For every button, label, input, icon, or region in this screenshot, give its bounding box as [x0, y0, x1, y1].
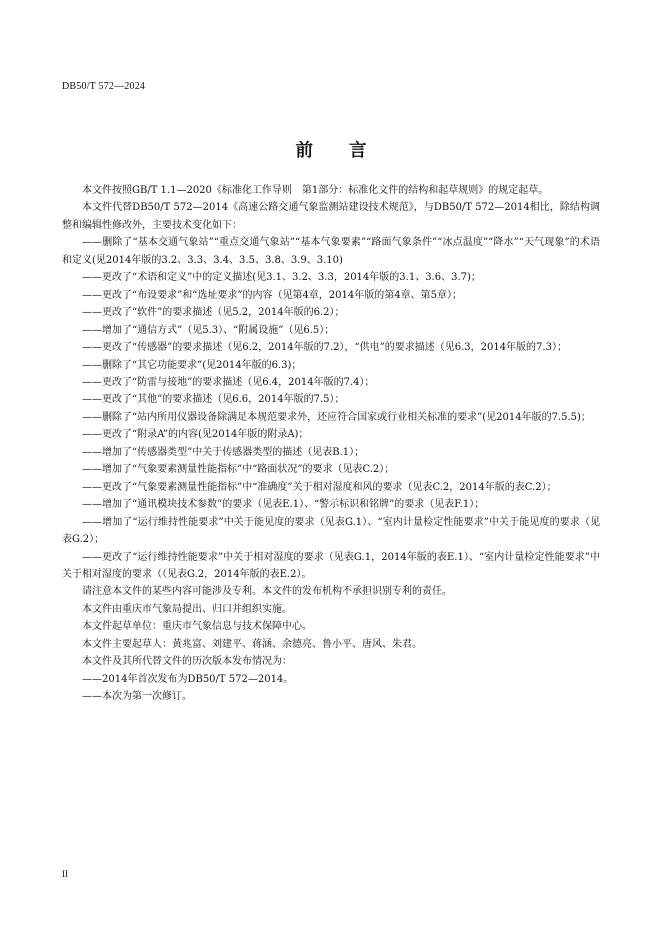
change-item: ——更改了“气象要素测量性能指标”中“准确度”关于相对湿度和风的要求（见表C.2，2014年版的表C.2）；	[82, 481, 557, 493]
foreword-body	[62, 182, 600, 706]
change-item: ——更改了“传感器”的要求描述（见6.2，2014年版的7.2），“供电”的要求描述（见6.3，2014年版的7.3）；	[82, 342, 567, 354]
change-item: ——删除了“站内所用仪器设备除满足本规范要求外，还应符合国家或行业相关标准的要求”(见2014年版的7.5.5)；	[82, 411, 591, 423]
paragraph: 请注意本文件的某些内容可能涉及专利。本文件的发布机构不承担识别专利的责任。	[82, 586, 452, 598]
change-item: ——增加了“通信方式”（见5.3）、“附属设施”（见6.5）；	[82, 324, 335, 336]
title-char-1: 前	[295, 141, 313, 161]
history-item: ——本次为第一次修订。	[82, 691, 192, 703]
change-item: ——更改了“附录A”的内容(见2014年版的附录A)；	[82, 429, 309, 441]
change-item: ——更改了“布设要求”和“选址要求”的内容（见第4章，2014年版的第4章、第5章）；	[82, 289, 462, 301]
paragraph: 本文件主要起草人：黄兆富、刘建平、蒋涵、余德亮、鲁小平、唐风、朱君。	[82, 638, 422, 650]
paragraph: 本文件按照GB/T 1.1—2020《标准化工作导则 第1部分：标准化文件的结构和起草规则》的规定起草。	[82, 185, 549, 196]
change-item: ——增加了“传感器类型”中关于传感器类型的描述（见表B.1）；	[82, 446, 365, 458]
change-item: ——更改了“软件”的要求描述（见5.2，2014年版的6.2）；	[82, 307, 345, 319]
history-item: ——2014年首次发布为DB50/T 572—2014。	[82, 673, 294, 685]
standard-code: DB50/T 572—2024	[62, 81, 146, 92]
paragraph: 本文件代替DB50/T 572—2014《高速公路交通气象监测站建设技术规范》，与DB50/T 572—2014相比，除结构调整和编辑性修改外，主要技术变化如下：	[62, 202, 600, 231]
title-char-2: 言	[349, 141, 367, 161]
page-number: II	[62, 869, 68, 879]
change-item: ——删除了“其它功能要求”(见2014年版的6.3)；	[82, 359, 302, 371]
change-item: ——更改了“运行维持性能要求”中关于相对湿度的要求（见表G.1，2014年版的表E.1）、“室内计量检定性能要求”中关于相对湿度的要求（（见表G.2，2014年版的表E.2）。	[62, 551, 600, 580]
change-item: ——删除了“基本交通气象站”“重点交通气象站”“基本气象要素”“路面气象条件”“冰点温度”“降水”“天气现象”的术语和定义(见2014年版的3.2、3.3、3.4、3.5、3.8、3.9、3.10)	[62, 237, 600, 266]
page-title	[0, 137, 662, 162]
change-item: ——更改了“防雷与接地”的要求描述（见6.4，2014年版的7.4）；	[82, 376, 375, 388]
change-item: ——增加了“通讯模块技术参数”的要求（见表E.1）、“警示标识和铭牌”的要求（见表F.1）；	[82, 499, 485, 511]
paragraph: 本文件及其所代替文件的历次版本发布情况为：	[82, 656, 292, 668]
paragraph: 本文件起草单位：重庆市气象信息与技术保障中心。	[82, 621, 312, 633]
change-item: ——更改了“术语和定义”中的定义描述(见3.1、3.2、3.3，2014年版的3.1、3.6、3.7)；	[82, 272, 481, 284]
change-item: ——增加了“运行维持性能要求”中关于能见度的要求（见表G.1）、“室内计量检定性能要求”中关于能见度的要求（见表G.2）；	[62, 516, 600, 546]
paragraph: 本文件由重庆市气象局提出、归口并组织实施。	[82, 603, 292, 615]
change-item: ——增加了“气象要素测量性能指标”中“路面状况”的要求（见表C.2）；	[82, 464, 395, 476]
change-item: ——更改了“其他”的要求描述（见6.6，2014年版的7.5）；	[82, 394, 345, 406]
